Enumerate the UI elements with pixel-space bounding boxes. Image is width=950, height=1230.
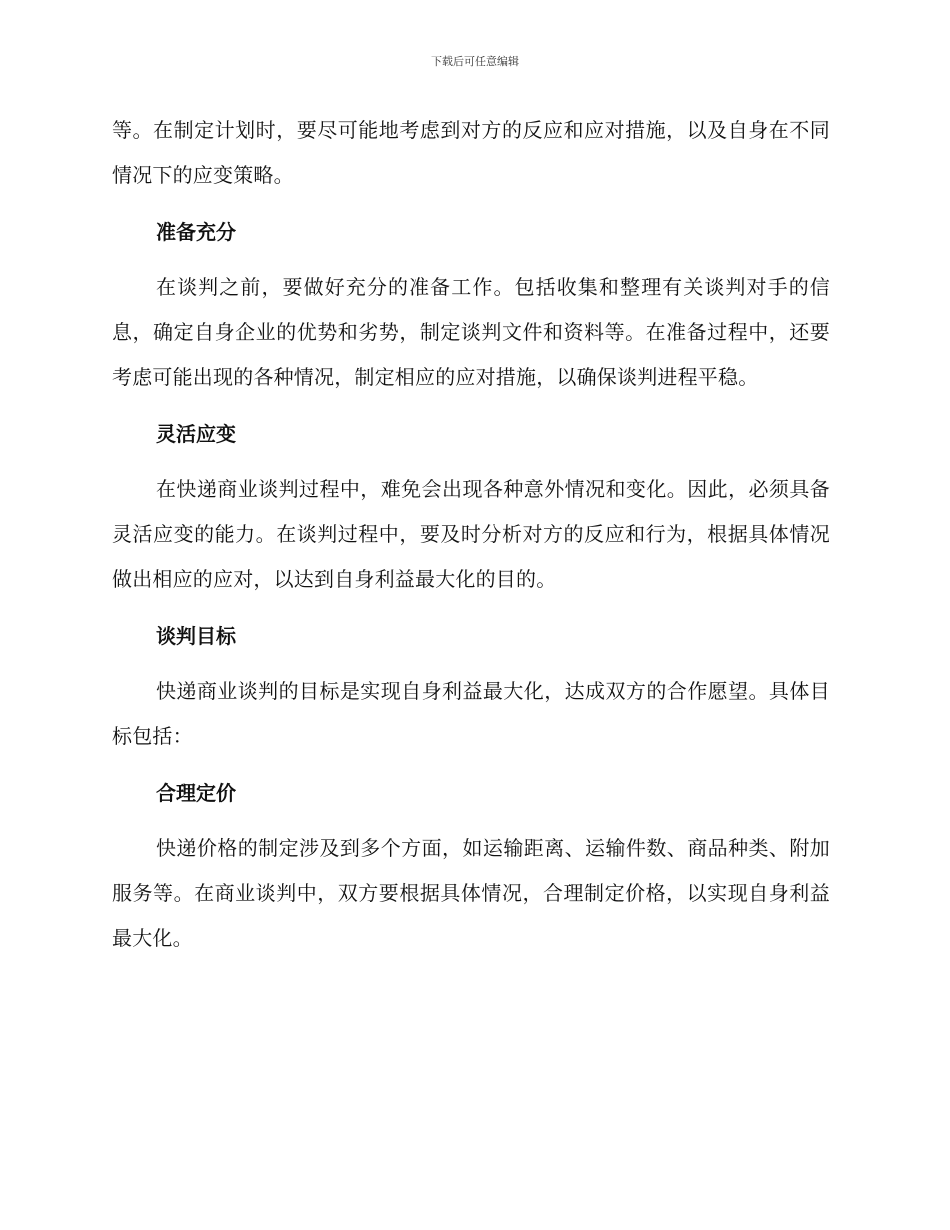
section-heading-pricing: 合理定价 xyxy=(156,781,236,805)
paragraph-flexibility: 在快递商业谈判过程中，难免会出现各种意外情况和变化。因此，必须具备灵活应变的能力。在谈判过程中，要及时分析对方的反应和行为，根据具体情况做出相应的应对，以达到自身利益最大化的目的。 xyxy=(112,477,830,591)
section-heading-preparation: 准备充分 xyxy=(156,220,236,244)
section-heading-goals: 谈判目标 xyxy=(156,624,236,648)
paragraph-continuation: 等。在制定计划时，要尽可能地考虑到对方的反应和应对措施，以及自身在不同情况下的应变策略。 xyxy=(112,118,830,187)
paragraph-goals: 快递商业谈判的目标是实现自身利益最大化，达成双方的合作愿望。具体目标包括： xyxy=(112,679,830,748)
section-heading-flexibility: 灵活应变 xyxy=(156,422,236,446)
document-body xyxy=(112,108,830,973)
page-header: 下载后可任意编辑 xyxy=(431,55,519,68)
paragraph-pricing: 快递价格的制定涉及到多个方面，如运输距离、运输件数、商品种类、附加服务等。在商业谈判中，双方要根据具体情况，合理制定价格，以实现自身利益最大化。 xyxy=(112,836,830,950)
paragraph-preparation: 在谈判之前，要做好充分的准备工作。包括收集和整理有关谈判对手的信息，确定自身企业的优势和劣势，制定谈判文件和资料等。在准备过程中，还要考虑可能出现的各种情况，制定相应的应对措施，以确保谈判进程平稳。 xyxy=(112,275,830,389)
